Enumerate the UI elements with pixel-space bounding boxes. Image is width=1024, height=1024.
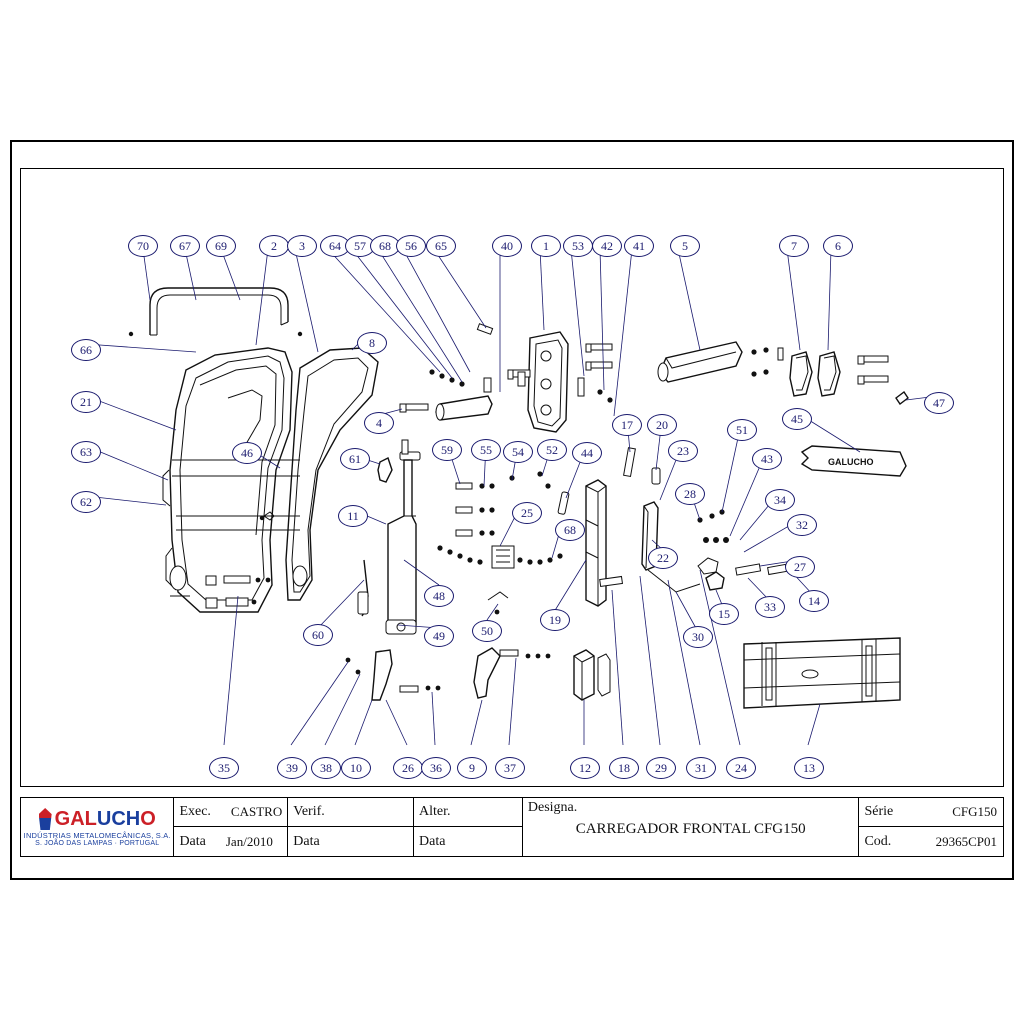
balloon-46[interactable]: 46	[232, 442, 262, 464]
balloon-31[interactable]: 31	[686, 757, 716, 779]
verif-field	[288, 798, 414, 856]
balloon-57[interactable]: 57	[345, 235, 375, 257]
balloon-5[interactable]: 5	[670, 235, 700, 257]
balloon-11[interactable]: 11	[338, 505, 368, 527]
alter-data-label: Data	[419, 833, 446, 849]
balloon-61[interactable]: 61	[340, 448, 370, 470]
balloon-50[interactable]: 50	[472, 620, 502, 642]
balloon-6[interactable]: 6	[823, 235, 853, 257]
balloon-63[interactable]: 63	[71, 441, 101, 463]
exec-field	[174, 798, 288, 856]
balloon-34[interactable]: 34	[765, 489, 795, 511]
balloon-69[interactable]: 69	[206, 235, 236, 257]
balloon-36[interactable]: 36	[421, 757, 451, 779]
balloon-29[interactable]: 29	[646, 757, 676, 779]
balloon-24[interactable]: 24	[726, 757, 756, 779]
balloon-9[interactable]: 9	[457, 757, 487, 779]
balloon-68[interactable]: 68	[555, 519, 585, 541]
balloon-65[interactable]: 65	[426, 235, 456, 257]
data-value: Jan/2010	[225, 833, 273, 849]
balloon-15[interactable]: 15	[709, 603, 739, 625]
balloon-44[interactable]: 44	[572, 442, 602, 464]
cod-label: Cod.	[864, 833, 892, 849]
balloon-27[interactable]: 27	[785, 556, 815, 578]
cod-value: 29365CP01	[935, 833, 997, 849]
logo-word-part1: GAL	[54, 807, 97, 830]
balloon-2[interactable]: 2	[259, 235, 289, 257]
serie-label: Série	[864, 804, 894, 819]
designa-value: CARREGADOR FRONTAL CFG150	[575, 821, 806, 837]
balloon-13[interactable]: 13	[794, 757, 824, 779]
balloon-38[interactable]: 38	[311, 757, 341, 779]
alter-field	[414, 798, 523, 856]
balloon-3[interactable]: 3	[287, 235, 317, 257]
balloon-47[interactable]: 47	[924, 392, 954, 414]
balloon-64[interactable]: 64	[320, 235, 350, 257]
verif-data-label: Data	[293, 833, 320, 849]
balloon-32[interactable]: 32	[787, 514, 817, 536]
balloon-59[interactable]: 59	[432, 439, 462, 461]
serie-cod-field	[859, 798, 1003, 856]
balloon-35[interactable]: 35	[209, 757, 239, 779]
balloon-7[interactable]: 7	[779, 235, 809, 257]
balloon-22[interactable]: 22	[648, 547, 678, 569]
balloon-19[interactable]: 19	[540, 609, 570, 631]
balloon-70[interactable]: 70	[128, 235, 158, 257]
svg-text:GALUCHO: GALUCHO	[828, 457, 874, 467]
logo-subtitle-2: S. JOÃO DAS LAMPAS · PORTUGAL	[35, 839, 160, 847]
balloon-1[interactable]: 1	[531, 235, 561, 257]
balloon-21[interactable]: 21	[71, 391, 101, 413]
logo-word-part3: O	[140, 807, 156, 830]
balloon-66[interactable]: 66	[71, 339, 101, 361]
serie-value: CFG150	[952, 804, 997, 819]
balloon-49[interactable]: 49	[424, 625, 454, 647]
verif-label: Verif.	[293, 804, 325, 819]
exec-value: CASTRO	[230, 804, 283, 819]
company-logo	[21, 798, 174, 856]
title-block	[20, 797, 1004, 857]
galucho-shield-icon	[39, 808, 52, 830]
balloon-18[interactable]: 18	[609, 757, 639, 779]
balloon-51[interactable]: 51	[727, 419, 757, 441]
balloon-37[interactable]: 37	[495, 757, 525, 779]
balloon-20[interactable]: 20	[647, 414, 677, 436]
balloon-62[interactable]: 62	[71, 491, 101, 513]
balloon-55[interactable]: 55	[471, 439, 501, 461]
balloon-53[interactable]: 53	[563, 235, 593, 257]
balloon-40[interactable]: 40	[492, 235, 522, 257]
balloon-26[interactable]: 26	[393, 757, 423, 779]
designa-label: Designa.	[527, 800, 578, 815]
balloon-17[interactable]: 17	[612, 414, 642, 436]
balloon-23[interactable]: 23	[668, 440, 698, 462]
balloon-60[interactable]: 60	[303, 624, 333, 646]
balloon-30[interactable]: 30	[683, 626, 713, 648]
balloon-56[interactable]: 56	[396, 235, 426, 257]
balloon-8[interactable]: 8	[357, 332, 387, 354]
designation-field	[523, 798, 860, 856]
logo-subtitle-1: INDÚSTRIAS METALOMECÂNICAS, S.A.	[23, 830, 171, 840]
balloon-4[interactable]: 4	[364, 412, 394, 434]
balloon-45[interactable]: 45	[782, 408, 812, 430]
data-label: Data	[179, 833, 206, 849]
balloon-67[interactable]: 67	[170, 235, 200, 257]
balloon-42[interactable]: 42	[592, 235, 622, 257]
balloon-28[interactable]: 28	[675, 483, 705, 505]
balloon-54[interactable]: 54	[503, 441, 533, 463]
logo-word-part2: UCH	[96, 807, 141, 830]
balloon-48[interactable]: 48	[424, 585, 454, 607]
balloon-12[interactable]: 12	[570, 757, 600, 779]
balloon-10[interactable]: 10	[341, 757, 371, 779]
balloon-43[interactable]: 43	[752, 448, 782, 470]
alter-label: Alter.	[419, 804, 451, 819]
balloon-33[interactable]: 33	[755, 596, 785, 618]
exec-label: Exec.	[179, 804, 211, 819]
balloon-68[interactable]: 68	[370, 235, 400, 257]
balloon-52[interactable]: 52	[537, 439, 567, 461]
balloon-41[interactable]: 41	[624, 235, 654, 257]
balloon-14[interactable]: 14	[799, 590, 829, 612]
balloon-39[interactable]: 39	[277, 757, 307, 779]
balloon-25[interactable]: 25	[512, 502, 542, 524]
